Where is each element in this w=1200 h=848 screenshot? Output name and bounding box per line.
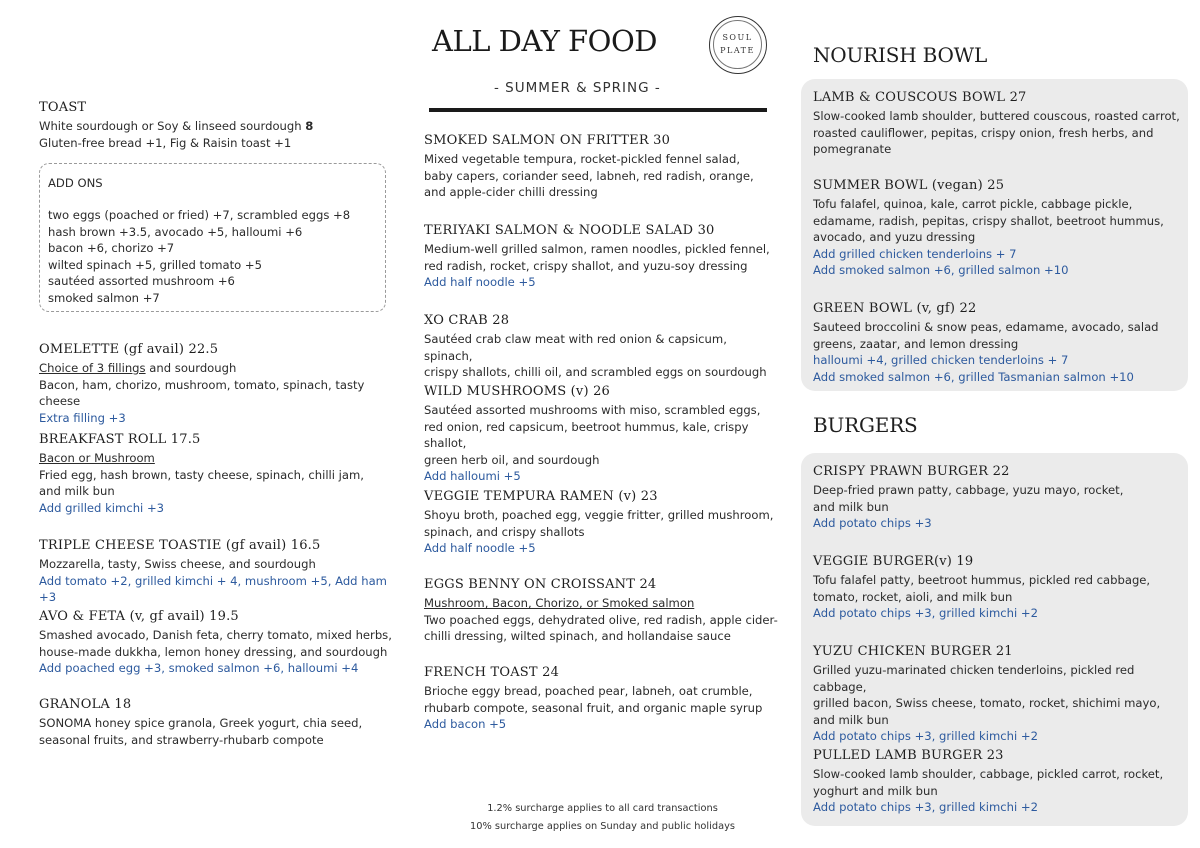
burgers-heading: BURGERS (813, 413, 918, 437)
pulled-lamb-burger-desc: Slow-cooked lamb shoulder, cabbage, pickled carrot, rocket, (813, 767, 1164, 781)
smoked-salmon-desc: and apple-cider chilli dressing (424, 185, 598, 199)
wild-mushrooms-desc: green herb oil, and sourdough (424, 452, 600, 467)
ramen-item (424, 488, 779, 557)
prawn-burger-title: CRISPY PRAWN BURGER 22 (813, 464, 1010, 479)
add-on-item: smoked salmon +7 (48, 290, 160, 305)
omelette-item (39, 341, 394, 426)
add-on-item: sautéed assorted mushroom +6 (48, 274, 235, 288)
nourish-bowl-heading: NOURISH BOWL (813, 43, 988, 67)
lamb-couscous-title: LAMB & COUSCOUS BOWL 27 (813, 90, 1027, 105)
breakfast-roll-addon: Add grilled kimchi +3 (39, 500, 165, 515)
avo-feta-item (39, 608, 394, 677)
avo-feta-addon: Add poached egg +3, smoked salmon +6, halloumi +4 (39, 661, 359, 675)
veggie-burger-desc: tomato, rocket, aioli, and milk bun (813, 589, 1013, 604)
nourish-bowl-panel (801, 79, 1188, 391)
add-ons-box (39, 163, 386, 312)
french-toast-item (424, 664, 779, 733)
eggs-benny-desc: Two poached eggs, dehydrated olive, red radish, apple cider- (424, 612, 778, 627)
wild-mushrooms-addon: Add halloumi +5 (424, 469, 521, 483)
add-on-item: wilted spinach +5, grilled tomato +5 (48, 257, 263, 272)
holiday-surcharge-note: 10% surcharge applies on Sunday and public holidays (470, 821, 735, 832)
wild-mushrooms-desc: red onion, red capsicum, beetroot hummus, kale, crispy shallot, (424, 419, 749, 450)
xo-crab-desc: crispy shallots, chilli oil, and scrambled eggs on sourdough (424, 365, 767, 379)
logo-text-bottom: PLATE (720, 46, 755, 55)
yuzu-chicken-burger-desc: grilled bacon, Swiss cheese, tomato, rocket, shichimi mayo, (813, 696, 1161, 710)
toast-price: 8 (305, 119, 314, 133)
summer-bowl-title: SUMMER BOWL (vegan) 25 (813, 178, 1005, 193)
summer-bowl-desc: edamame, radish, pepitas, crispy shallot, beetroot hummus, (813, 213, 1164, 228)
header-divider (429, 108, 767, 112)
xo-crab-desc: Sautéed crab claw meat with red onion & capsicum, spinach, (424, 332, 727, 363)
yuzu-chicken-burger-desc: and milk bun (813, 712, 889, 727)
green-bowl-title: GREEN BOWL (v, gf) 22 (813, 301, 977, 316)
menu-title: ALL DAY FOOD (432, 24, 657, 58)
yuzu-chicken-burger-desc: Grilled yuzu-marinated chicken tenderloins, pickled red cabbage, (813, 663, 1135, 694)
pulled-lamb-burger-title: PULLED LAMB BURGER 23 (813, 748, 1004, 763)
xo-crab-item (424, 312, 779, 381)
prawn-burger-desc: Deep-fried prawn patty, cabbage, yuzu mayo, rocket, (813, 483, 1124, 497)
summer-bowl-item (813, 177, 1183, 279)
ramen-addon: Add half noodle +5 (424, 541, 536, 555)
wild-mushrooms-item (424, 383, 784, 485)
lamb-couscous-desc: roasted cauliflower, pepitas, crispy onion, fresh herbs, and (813, 125, 1154, 140)
wild-mushrooms-title: WILD MUSHROOMS (v) 26 (424, 384, 611, 399)
wild-mushrooms-desc: Sautéed assorted mushrooms with miso, scrambled eggs, (424, 403, 761, 417)
logo-text-top: SOUL (722, 33, 753, 42)
prawn-burger-desc: and milk bun (813, 499, 889, 514)
prawn-burger-item (813, 463, 1183, 532)
toast-line: White sourdough or Soy & linseed sourdough 8 (39, 119, 314, 133)
omelette-addon: Extra filling +3 (39, 410, 126, 425)
burgers-panel (801, 453, 1188, 826)
avo-feta-title: AVO & FETA (v, gf avail) 19.5 (39, 609, 239, 624)
toast-section (39, 99, 389, 151)
summer-bowl-addon: Add smoked salmon +6, grilled salmon +10 (813, 263, 1069, 277)
granola-item (39, 696, 394, 748)
prawn-burger-addon: Add potato chips +3 (813, 516, 932, 530)
green-bowl-addon: Add smoked salmon +6, grilled Tasmanian salmon +10 (813, 369, 1134, 384)
xo-crab-title: XO CRAB 28 (424, 313, 510, 328)
toastie-item (39, 537, 394, 606)
green-bowl-addon: halloumi +4, grilled chicken tenderloins + 7 (813, 353, 1069, 367)
breakfast-roll-desc: Fried egg, hash brown, tasty cheese, spinach, chilli jam, (39, 467, 364, 482)
ramen-desc: Shoyu broth, poached egg, veggie fritter, grilled mushroom, (424, 508, 774, 522)
toast-title: TOAST (39, 100, 87, 115)
breakfast-roll-option: Bacon or Mushroom (39, 451, 155, 465)
granola-title: GRANOLA 18 (39, 697, 132, 712)
omelette-title: OMELETTE (gf avail) 22.5 (39, 342, 219, 357)
avo-feta-desc: Smashed avocado, Danish feta, cherry tomato, mixed herbs, (39, 628, 392, 642)
teriyaki-item (424, 222, 779, 291)
eggs-benny-item (424, 576, 784, 645)
omelette-desc: Bacon, ham, chorizo, mushroom, tomato, spinach, tasty cheese (39, 377, 365, 408)
eggs-benny-option: Mushroom, Bacon, Chorizo, or Smoked salmon (424, 596, 695, 610)
teriyaki-desc: red radish, rocket, crispy shallot, and yuzu-soy dressing (424, 258, 748, 273)
toastie-desc: Mozzarella, tasty, Swiss cheese, and sourdough (39, 557, 316, 571)
green-bowl-desc: Sauteed broccolini & snow peas, edamame, avocado, salad (813, 320, 1159, 334)
soul-plate-logo (709, 16, 767, 74)
teriyaki-desc: Medium-well grilled salmon, ramen noodles, pickled fennel, (424, 242, 770, 256)
eggs-benny-desc: chilli dressing, wilted spinach, and hollandaise sauce (424, 629, 731, 643)
ramen-desc: spinach, and crispy shallots (424, 524, 585, 539)
toastie-title: TRIPLE CHEESE TOASTIE (gf avail) 16.5 (39, 538, 321, 553)
teriyaki-addon: Add half noodle +5 (424, 275, 536, 289)
lamb-couscous-desc: pomegranate (813, 142, 892, 156)
breakfast-roll-title: BREAKFAST ROLL 17.5 (39, 432, 201, 447)
pulled-lamb-burger-item (813, 747, 1183, 816)
avo-feta-desc: house-made dukkha, lemon honey dressing, and sourdough (39, 644, 388, 659)
omelette-choice: Choice of 3 fillings and sourdough (39, 361, 237, 375)
add-on-item: hash brown +3.5, avocado +5, halloumi +6 (48, 224, 303, 239)
smoked-salmon-title: SMOKED SALMON ON FRITTER 30 (424, 133, 671, 148)
summer-bowl-desc: avocado, and yuzu dressing (813, 230, 976, 244)
surcharge-notes (420, 800, 785, 836)
breakfast-roll-desc: and milk bun (39, 484, 115, 498)
green-bowl-desc: greens, zaatar, and lemon dressing (813, 336, 1019, 351)
yuzu-chicken-burger-item (813, 643, 1188, 745)
granola-desc: SONOMA honey spice granola, Greek yogurt, chia seed, (39, 716, 363, 730)
toast-extra-line: Gluten-free bread +1, Fig & Raisin toast +1 (39, 135, 292, 150)
yuzu-chicken-burger-addon: Add potato chips +3, grilled kimchi +2 (813, 729, 1038, 743)
eggs-benny-title: EGGS BENNY ON CROISSANT 24 (424, 577, 657, 592)
pulled-lamb-burger-addon: Add potato chips +3, grilled kimchi +2 (813, 800, 1038, 814)
breakfast-roll-item (39, 431, 394, 516)
add-on-item: bacon +6, chorizo +7 (48, 241, 175, 255)
veggie-burger-addon: Add potato chips +3, grilled kimchi +2 (813, 606, 1038, 620)
summer-bowl-addon: Add grilled chicken tenderloins + 7 (813, 246, 1017, 261)
menu-subtitle: - SUMMER & SPRING - (494, 80, 661, 96)
french-toast-title: FRENCH TOAST 24 (424, 665, 560, 680)
french-toast-addon: Add bacon +5 (424, 717, 507, 731)
french-toast-desc: rhubarb compote, seasonal fruit, and organic maple syrup (424, 700, 763, 715)
veggie-burger-desc: Tofu falafel patty, beetroot hummus, pickled red cabbage, (813, 573, 1151, 587)
smoked-salmon-desc: baby capers, coriander seed, labneh, red radish, orange, (424, 168, 754, 183)
toastie-addon: Add tomato +2, grilled kimchi + 4, mushroom +5, Add ham +3 (39, 573, 387, 604)
summer-bowl-desc: Tofu falafel, quinoa, kale, carrot pickle, cabbage pickle, (813, 197, 1133, 211)
granola-desc: seasonal fruits, and strawberry-rhubarb compote (39, 732, 324, 747)
lamb-couscous-desc: Slow-cooked lamb shoulder, buttered couscous, roasted carrot, (813, 109, 1180, 123)
add-ons-title: ADD ONS (48, 176, 103, 190)
card-surcharge-note: 1.2% surcharge applies to all card transactions (487, 803, 718, 814)
yuzu-chicken-burger-title: YUZU CHICKEN BURGER 21 (813, 644, 1013, 659)
french-toast-desc: Brioche eggy bread, poached pear, labneh, oat crumble, (424, 684, 753, 698)
green-bowl-item (813, 300, 1183, 385)
smoked-salmon-item (424, 132, 779, 201)
lamb-couscous-item (813, 89, 1183, 158)
pulled-lamb-burger-desc: yoghurt and milk bun (813, 783, 938, 798)
veggie-burger-title: VEGGIE BURGER(v) 19 (813, 554, 974, 569)
veggie-burger-item (813, 553, 1183, 622)
add-on-item: two eggs (poached or fried) +7, scrambled eggs +8 (48, 208, 351, 222)
teriyaki-title: TERIYAKI SALMON & NOODLE SALAD 30 (424, 223, 715, 238)
smoked-salmon-desc: Mixed vegetable tempura, rocket-pickled fennel salad, (424, 152, 741, 166)
ramen-title: VEGGIE TEMPURA RAMEN (v) 23 (424, 489, 658, 504)
